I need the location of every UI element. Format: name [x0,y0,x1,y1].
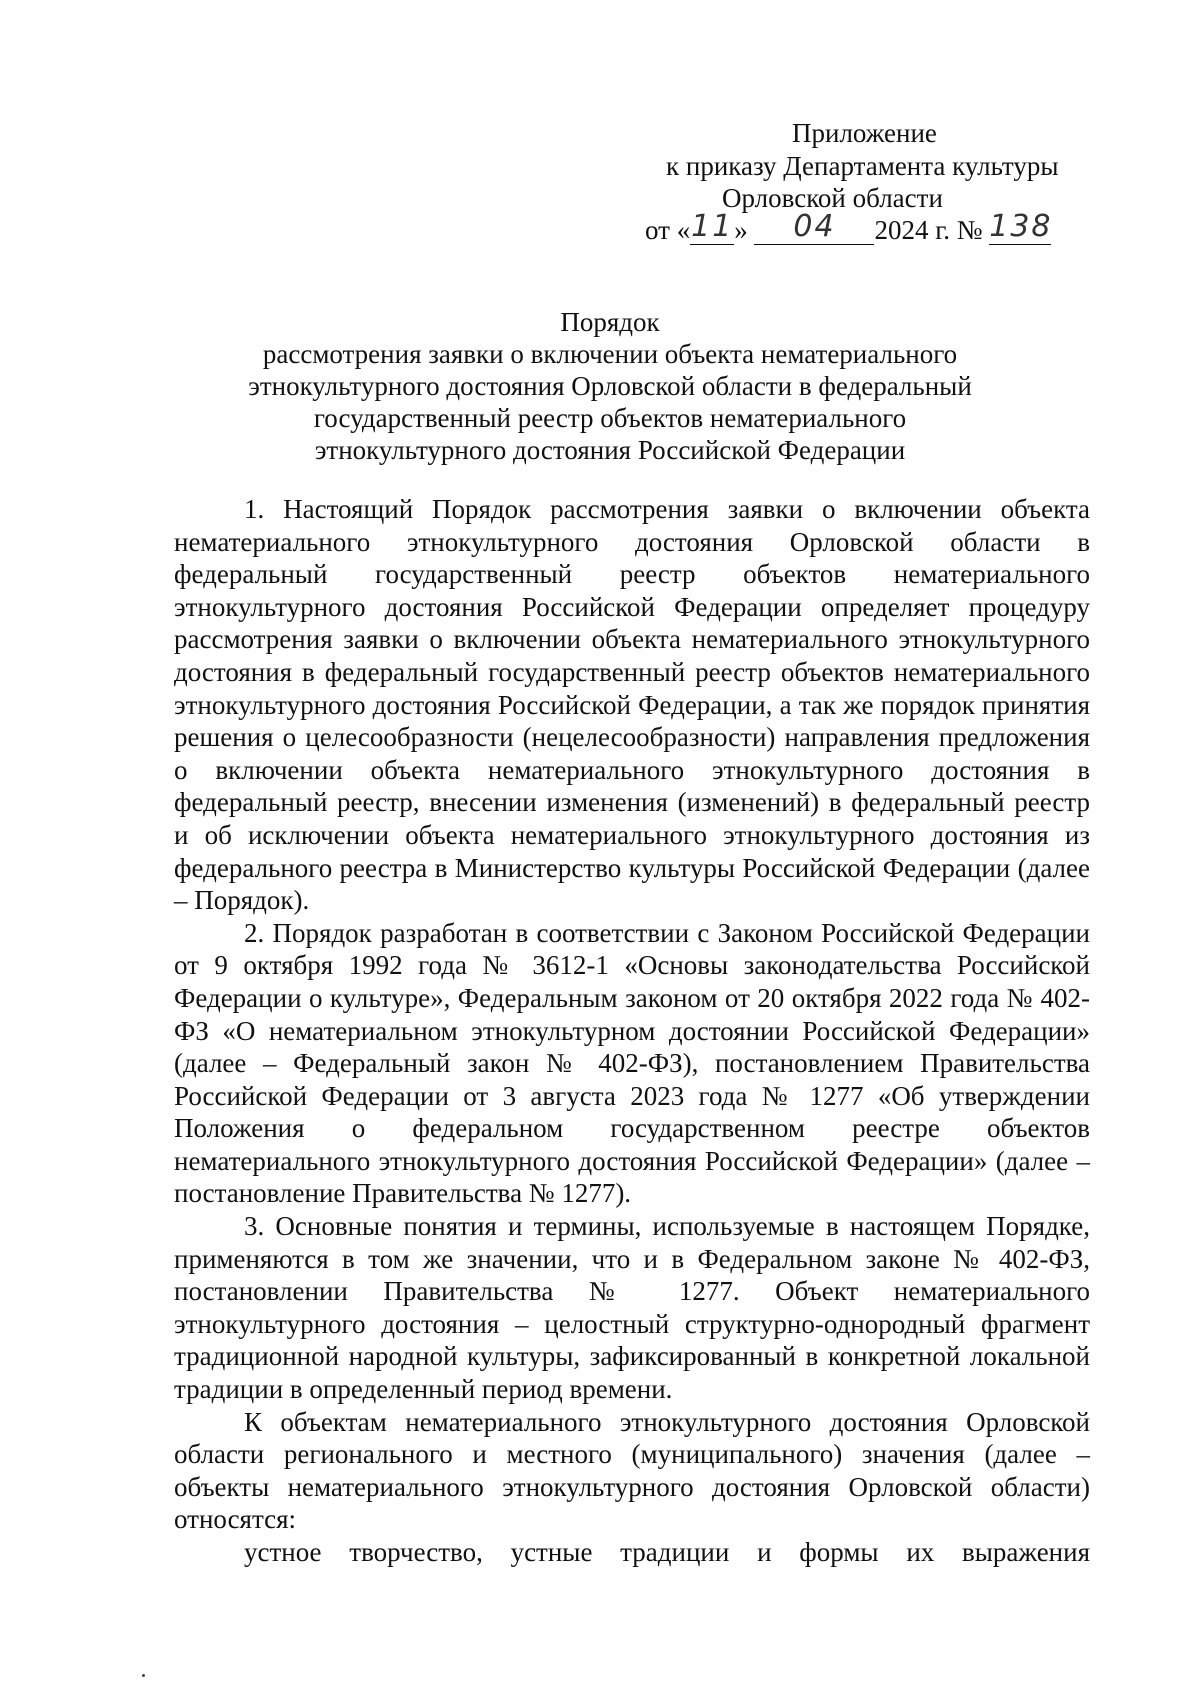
paragraph-5: устное творчество, устные традиции и формы их выражения [244,1537,1090,1567]
handwritten-month: 04 [793,209,836,244]
region-name: Орловской области [722,183,943,213]
paragraph-3: 3. Основные понятия и термины, используемые в настоящем Порядке, применяются в том же значении, что и в Федеральном законе № 402-ФЗ, постановлении Правительства № 1277. Объект нематериального этнокультурного достояния – целостный структурно-однородный фрагмент традиционной народной культуры, зафиксированный в конкретной локальной традиции в определенный период времени. [174,1211,1090,1405]
date-day-blank [690,209,734,245]
document-body [174,493,1090,1569]
scan-speck [142,1674,145,1677]
date-month-blank [754,209,874,245]
paragraph-2: 2. Порядок разработан в соответствии с Законом Российской Федерации от 9 октября 1992 года № 3612-1 «Основы законодательства Российской Федерации о культуре», Федеральным законом от 20 октября 2022 года № 402-ФЗ «О нематериальном этнокультурном достоянии Российской Федерации» (далее – Федеральный закон № 402-ФЗ), постановлением Правительства Российской Федерации от 3 августа 2023 года № 1277 «Об утверждении Положения о федеральном государственном реестре объектов нематериального этнокультурного достояния Российской Федерации» (далее – постановление Правительства № 1277). [174,917,1090,1209]
order-number-blank [989,209,1053,245]
handwritten-order-number: 138 [989,209,1053,244]
title-heading: Порядок [560,307,660,337]
title-subtitle: рассмотрения заявки о включении объекта нематериального этнокультурного достояния Орловской области в федеральный государственный реестр объектов нематериального этнокультурного достояния Российской Федерации [248,339,972,465]
paragraph-4: К объектам нематериального этнокультурного достояния Орловской области регионального и местного (муниципального) значения (далее – объекты нематериального этнокультурного достояния Орловской области) относятся: [174,1406,1090,1535]
date-quote-close: » [734,215,748,245]
document-title [180,306,1040,466]
date-year: 2024 г. № [874,215,983,245]
order-reference: к приказу Департамента культуры [666,151,1059,181]
order-date-line [645,209,1053,245]
paragraph-1: 1. Настоящий Порядок рассмотрения заявки о включении объекта нематериального этнокультурного достояния Орловской области в федеральный государственный реестр объектов нематериального этнокультурного достояния Российской Федерации определяет процедуру рассмотрения заявки о включении объекта нематериального этнокультурного достояния в федеральный государственный реестр объектов нематериального этнокультурного достояния Российской Федерации, а так же порядок принятия решения о целесообразности (нецелесообразности) направления предложения о включении объекта нематериального этнокультурного достояния в федеральный реестр, внесении изменения (изменений) в федеральный реестр и об исключении объекта нематериального этнокультурного достояния из федерального реестра в Министерство культуры Российской Федерации (далее – Порядок). [174,494,1090,916]
handwritten-day: 11 [691,209,734,244]
date-prefix: от « [645,215,691,245]
appendix-label: Приложение [792,118,937,148]
